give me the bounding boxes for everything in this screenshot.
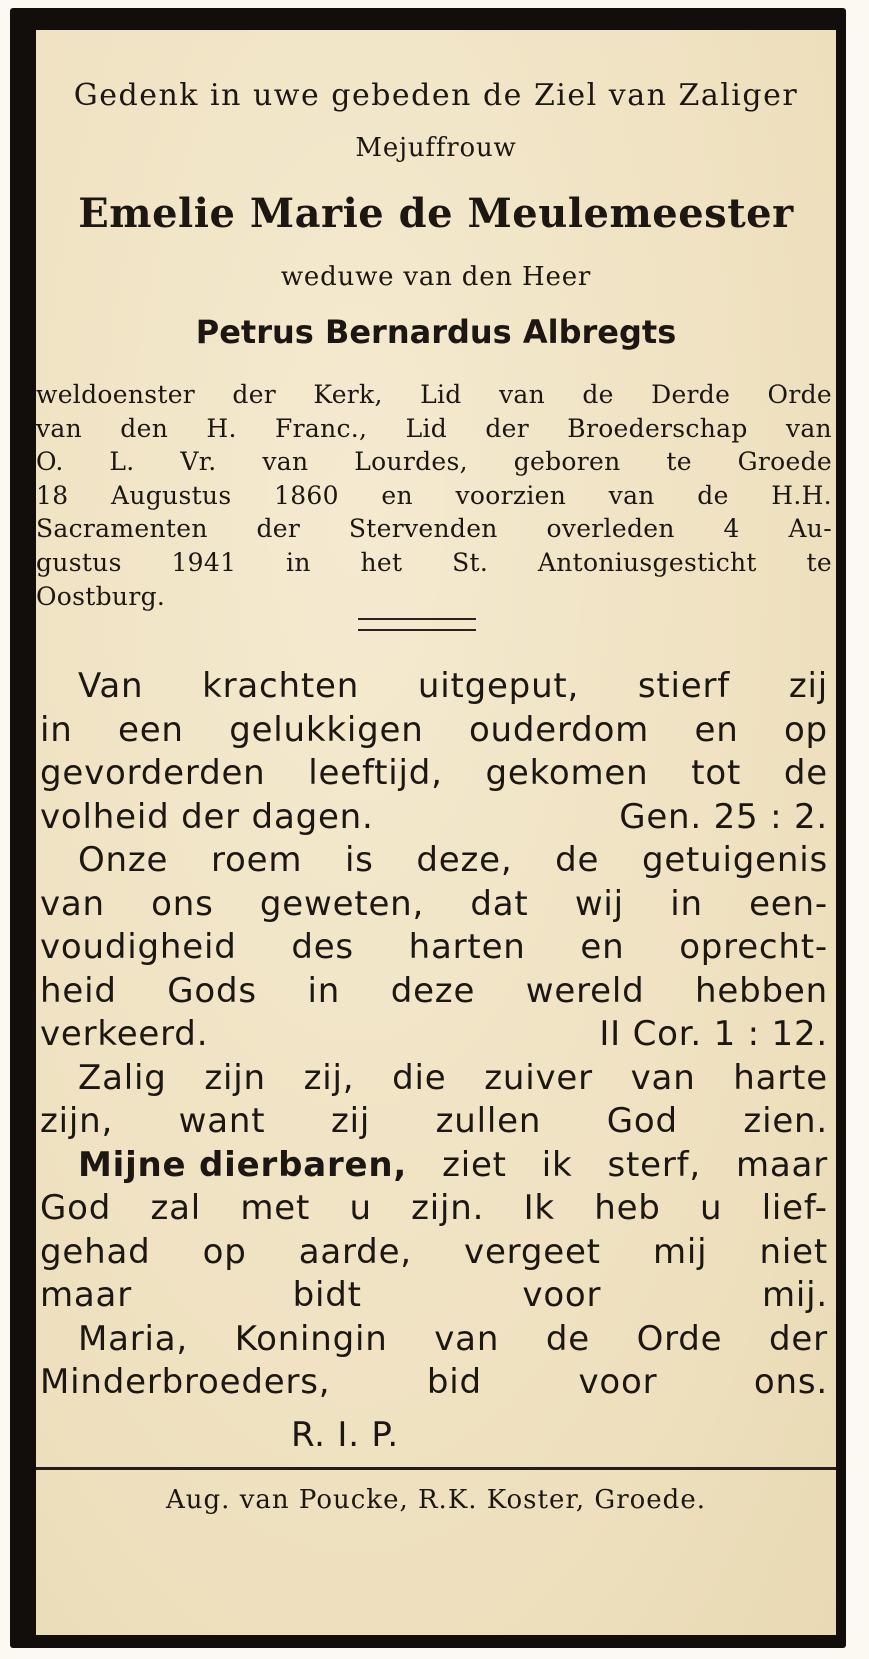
word: zien.: [743, 1101, 828, 1141]
card-paper: [36, 30, 836, 1635]
word: overleden: [546, 514, 675, 544]
word: te: [806, 548, 832, 577]
word: den: [120, 413, 169, 443]
word: Van: [78, 666, 144, 706]
bio-block-line: [36, 548, 832, 577]
spouse-name: Petrus Bernardus Albregts: [195, 313, 677, 351]
word: geboren: [513, 447, 621, 477]
verse-block-line: [40, 1188, 828, 1228]
verse-block-line: [40, 753, 828, 793]
word: van: [498, 380, 545, 409]
word: voor: [522, 1275, 602, 1315]
word: Orde: [767, 380, 832, 409]
word: getuigenis: [641, 840, 828, 880]
word: Ik: [523, 1188, 555, 1228]
word: een: [118, 709, 184, 750]
word: Minderbroeders,: [40, 1362, 331, 1402]
word: gustus: [36, 548, 122, 577]
word: Lid: [420, 380, 462, 409]
bio-block-line: [36, 582, 832, 611]
word: van: [40, 883, 105, 924]
word: harte: [733, 1057, 828, 1098]
word: bidt: [292, 1275, 362, 1315]
word: God: [40, 1188, 112, 1228]
word: 1860: [274, 480, 339, 510]
word: leeftijd,: [308, 753, 443, 793]
header-line-1: Gedenk in uwe gebeden de Ziel van Zaliger: [73, 78, 799, 113]
verse-block-line: [78, 840, 828, 880]
verse-block-line: [40, 797, 828, 837]
word: Lid: [405, 413, 448, 443]
word: Franc.,: [275, 413, 368, 443]
word: Koningin: [234, 1318, 388, 1359]
word: wij: [574, 883, 624, 924]
bio-block-line: [36, 447, 832, 476]
bio-block-line: [36, 514, 832, 543]
word: zij: [330, 1101, 371, 1141]
verse-block-line: [40, 1362, 828, 1402]
word: des: [291, 927, 354, 967]
word: der: [769, 1318, 828, 1359]
word: Mijne dierbaren,: [78, 1144, 408, 1185]
word: zij,: [303, 1057, 355, 1098]
word: op: [202, 1231, 247, 1272]
verse-block-line: [40, 927, 828, 967]
word: O.: [36, 447, 64, 477]
word: van: [608, 480, 655, 510]
header-line-2: Mejuffrouw: [355, 133, 517, 163]
word: van: [36, 413, 83, 443]
word: geweten,: [259, 883, 425, 924]
word: met: [240, 1188, 311, 1228]
word: Zalig: [78, 1057, 167, 1098]
word: ik: [541, 1144, 573, 1185]
word: de: [783, 753, 828, 793]
word: der: [232, 380, 277, 409]
verse-block-line: [40, 710, 828, 750]
word: de: [697, 480, 729, 510]
word: zuiver: [484, 1057, 593, 1098]
word: 18: [36, 480, 69, 510]
word: zal: [150, 1188, 201, 1228]
word: u: [349, 1188, 372, 1228]
word: ziet: [442, 1144, 507, 1185]
word: mij: [652, 1231, 708, 1272]
word: die: [392, 1057, 447, 1098]
word: gehad: [40, 1231, 151, 1272]
word: Antoniusgesticht: [537, 548, 757, 577]
word: bid: [426, 1362, 482, 1402]
word: gelukkigen: [229, 709, 424, 750]
word: want: [178, 1101, 266, 1141]
word: roem: [210, 840, 303, 880]
word: u: [700, 1188, 723, 1228]
verse-block-line: [40, 1232, 828, 1272]
word: der: [485, 413, 530, 443]
word: een-: [749, 883, 828, 924]
word: Vr.: [180, 447, 217, 477]
word: de: [555, 840, 600, 880]
word: in: [40, 709, 73, 750]
word: God: [606, 1101, 678, 1141]
word: op: [783, 709, 828, 750]
word: der: [256, 514, 301, 544]
verse-block-line: [40, 884, 828, 924]
word: zijn,: [40, 1101, 114, 1141]
word: voudigheid: [40, 927, 237, 967]
word: volheid der dagen.: [40, 796, 374, 837]
word: en: [694, 709, 739, 750]
verse-block-line: [78, 1058, 828, 1098]
word: sterf,: [607, 1144, 702, 1185]
word: te: [666, 447, 692, 477]
word: van: [262, 447, 309, 477]
word: ons: [151, 883, 214, 924]
word: hebben: [695, 970, 828, 1011]
word: in: [307, 970, 341, 1011]
verse-block-line: [40, 1101, 828, 1141]
word: gevorderden: [40, 753, 266, 793]
word: stierf: [637, 666, 731, 706]
word: zij: [788, 666, 828, 706]
verse-block-line: [78, 1319, 828, 1359]
word: mij.: [761, 1275, 828, 1315]
word: en: [381, 480, 413, 510]
word: de: [545, 1318, 590, 1359]
printer-credit: Aug. van Poucke, R.K. Koster, Groede.: [166, 1485, 706, 1515]
footer-divider: [36, 1467, 836, 1470]
word: deze: [390, 970, 476, 1011]
word: ons.: [753, 1362, 828, 1402]
word: heb: [594, 1188, 661, 1228]
rip-text: R. I. P.: [290, 1415, 400, 1455]
deceased-name: Emelie Marie de Meulemeester: [78, 190, 794, 237]
verse-block-line: [40, 1014, 828, 1054]
word: Kerk,: [313, 380, 383, 409]
word: zullen: [435, 1101, 542, 1141]
word: 4: [723, 514, 740, 544]
word: ouderdom: [468, 709, 650, 750]
word: L.: [109, 447, 135, 477]
word: Gods: [167, 970, 257, 1011]
word: lief-: [761, 1188, 828, 1228]
word: van: [434, 1318, 500, 1359]
word: het: [360, 548, 403, 577]
bio-block-line: [36, 481, 832, 510]
word: Broederschap: [567, 413, 748, 443]
word: weldoenster: [36, 380, 196, 409]
word: Groede: [737, 447, 832, 477]
word: vergeet: [464, 1231, 601, 1272]
bio-block-line: [36, 414, 832, 443]
word: maar: [40, 1275, 132, 1315]
word: in: [670, 883, 703, 924]
word: zijn.: [411, 1188, 485, 1228]
word: Stervenden: [348, 514, 498, 544]
word: wereld: [525, 970, 645, 1011]
word: is: [344, 840, 374, 880]
word: uitgeput,: [417, 666, 580, 706]
word: Onze: [78, 840, 169, 880]
word: deze,: [416, 840, 513, 880]
word: tot: [691, 753, 742, 793]
word: dat: [470, 883, 529, 924]
word: 1941: [171, 548, 237, 577]
word: aarde,: [298, 1231, 412, 1272]
word: oprecht-: [679, 927, 828, 967]
word: Sacramenten: [36, 514, 208, 544]
word: de: [582, 380, 614, 409]
word: II Cor. 1 : 12.: [599, 1014, 828, 1054]
verse-block-line: [78, 1145, 828, 1185]
word: maar: [736, 1144, 828, 1185]
word: Oostburg.: [36, 581, 166, 611]
word: verkeerd.: [40, 1014, 209, 1054]
verse-block-line: [40, 1275, 828, 1315]
word: Au-: [788, 514, 832, 544]
word: H.: [206, 413, 237, 443]
word: Lourdes,: [354, 447, 468, 477]
verse-block-line: [78, 666, 828, 706]
word: gekomen: [485, 753, 649, 793]
verse-block-line: [40, 971, 828, 1011]
word: niet: [759, 1231, 828, 1272]
memorial-card: [10, 8, 846, 1648]
header-line-3: weduwe van den Heer: [280, 262, 592, 292]
word: Augustus: [110, 480, 232, 510]
word: heid: [40, 970, 117, 1011]
word: St.: [452, 548, 489, 577]
word: van: [630, 1057, 696, 1098]
word: Gen. 25 : 2.: [619, 796, 828, 837]
word: Orde: [636, 1318, 723, 1359]
word: voorzien: [455, 480, 567, 510]
word: krachten: [202, 666, 360, 706]
word: Derde: [651, 380, 731, 409]
word: voor: [578, 1362, 658, 1402]
word: van: [785, 413, 832, 443]
ornamental-rule: [358, 618, 476, 631]
word: H.H.: [771, 480, 832, 510]
word: in: [286, 548, 311, 577]
word: en: [580, 927, 625, 967]
word: harten: [408, 927, 526, 967]
word: zijn: [204, 1057, 266, 1098]
word: Maria,: [78, 1318, 189, 1359]
bio-block-line: [36, 380, 832, 409]
